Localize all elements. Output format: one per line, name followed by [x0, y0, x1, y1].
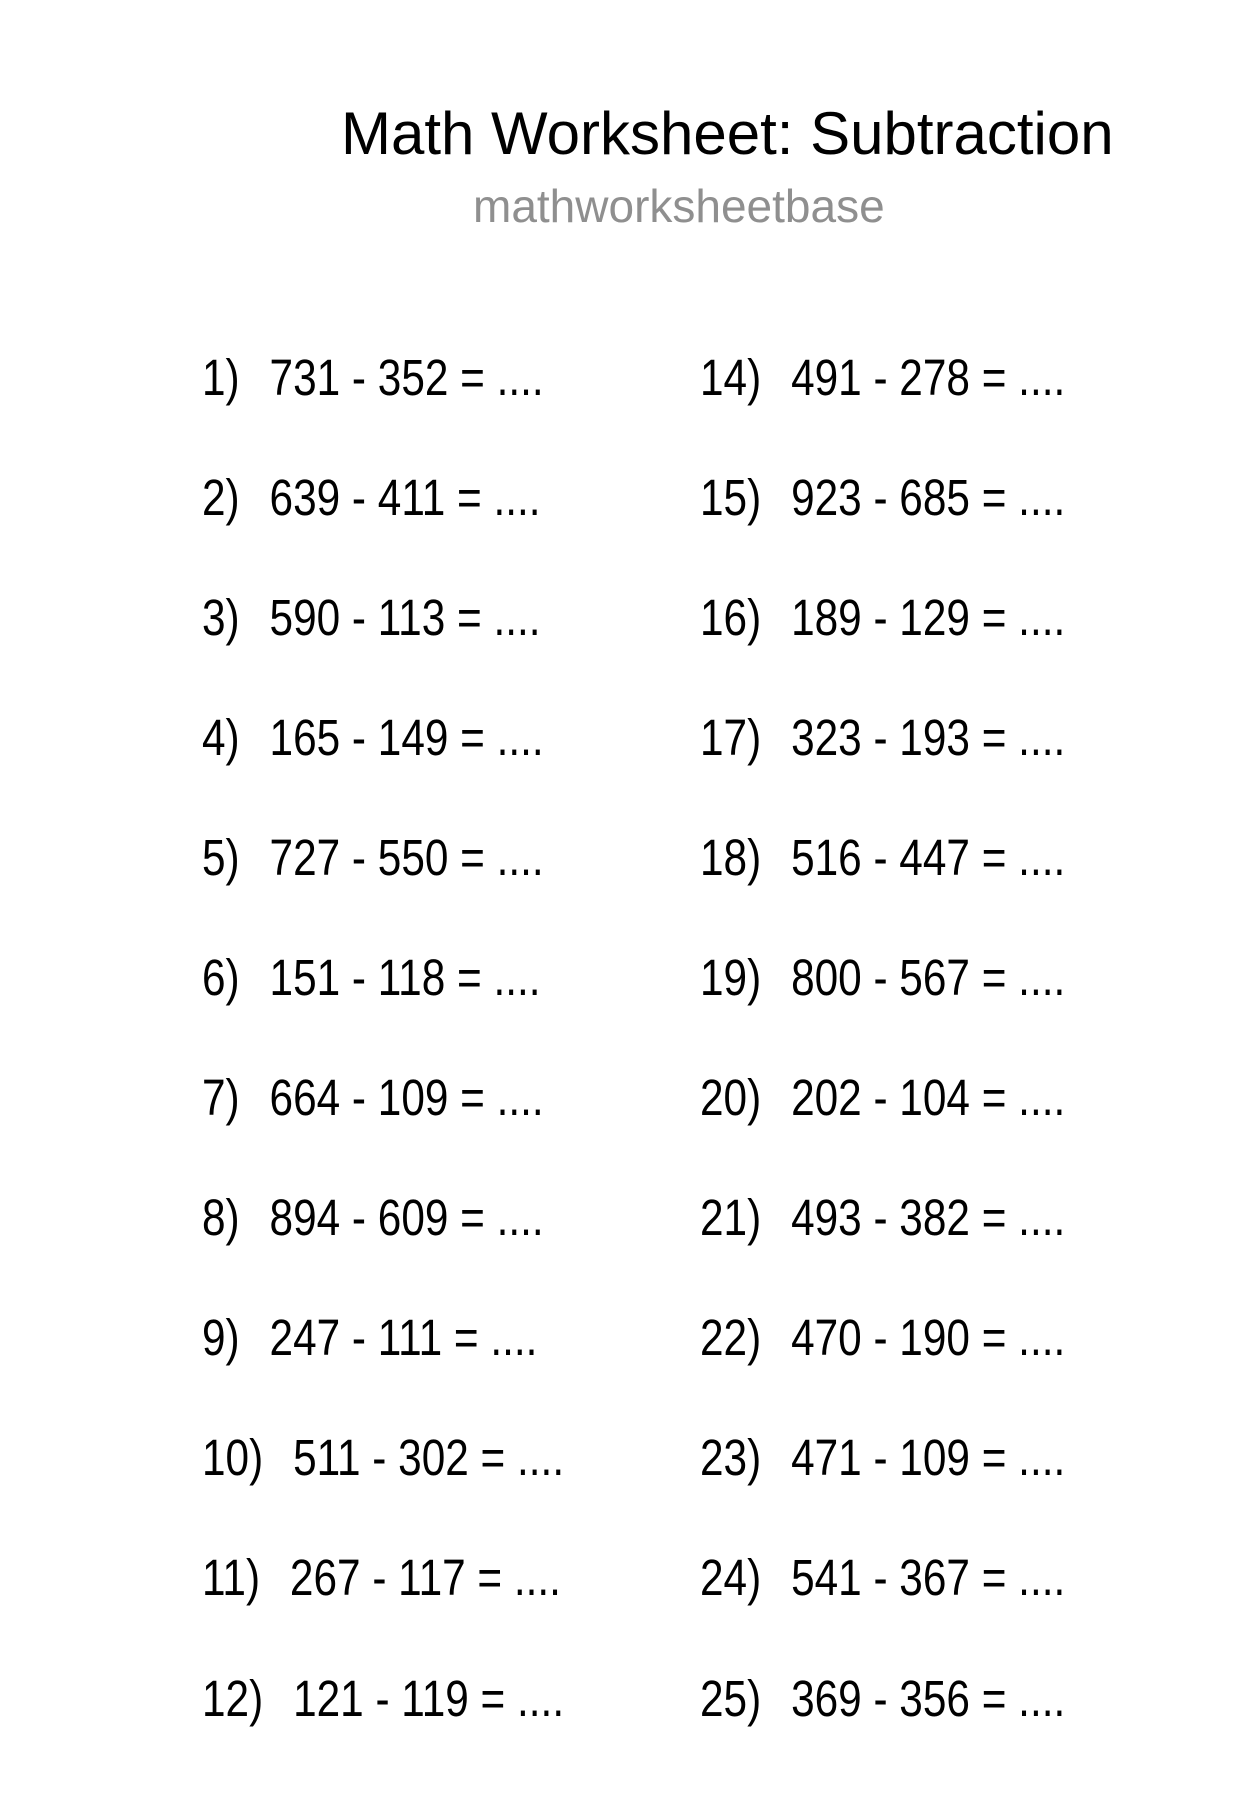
problem-number: 22): [700, 1309, 762, 1367]
problem-expression: 894 - 609 = ....: [269, 1189, 544, 1247]
problem-number: 2): [202, 469, 240, 527]
problem-expression: 541 - 367 = ....: [791, 1549, 1066, 1607]
problem-row: [202, 709, 615, 832]
problem-number: 7): [202, 1069, 240, 1127]
problem-expression: 202 - 104 = ....: [791, 1069, 1066, 1127]
problem-number: 23): [700, 1429, 762, 1487]
problem-expression: 511 - 302 = ....: [293, 1429, 565, 1487]
problem-row: [700, 349, 1147, 472]
problem-row: [202, 1549, 615, 1672]
problem-row: [202, 1189, 615, 1312]
problem-expression: 923 - 685 = ....: [791, 469, 1066, 527]
problem-number: 24): [700, 1549, 762, 1607]
problem-row: [700, 1069, 1147, 1192]
problem-row: [202, 1069, 615, 1192]
page-subtitle: mathworksheetbase: [473, 180, 885, 232]
problem-row: [700, 1429, 1147, 1552]
problem-row: [202, 469, 615, 592]
problem-expression: 470 - 190 = ....: [791, 1309, 1066, 1367]
problem-expression: 369 - 356 = ....: [791, 1669, 1066, 1727]
problem-row: [700, 709, 1147, 832]
problem-number: 4): [202, 709, 240, 767]
problem-row: [700, 589, 1147, 712]
problem-row: [202, 1309, 615, 1432]
problem-row: [700, 1189, 1147, 1312]
problem-row: [700, 1669, 1147, 1793]
problem-number: 20): [700, 1069, 762, 1127]
problem-row: [700, 829, 1147, 952]
problem-expression: 516 - 447 = ....: [791, 829, 1066, 887]
problem-expression: 323 - 193 = ....: [791, 709, 1066, 767]
problem-number: 14): [700, 349, 762, 406]
problem-number: 1): [202, 349, 240, 406]
problems-column-left: [202, 349, 700, 1793]
problem-number: 19): [700, 949, 762, 1007]
problem-row: [202, 1669, 615, 1793]
problem-row: [202, 1429, 615, 1552]
problem-number: 17): [700, 709, 762, 767]
problem-row: [700, 1549, 1147, 1672]
problem-expression: 639 - 411 = ....: [269, 469, 541, 527]
problem-expression: 664 - 109 = ....: [269, 1069, 544, 1127]
problem-row: [700, 469, 1147, 592]
page-title: Math Worksheet: Subtraction: [341, 100, 1114, 167]
problem-number: 6): [202, 949, 240, 1007]
problems-column-right: [700, 349, 1238, 1793]
problem-number: 12): [202, 1669, 264, 1727]
problems-grid: [202, 349, 1238, 1793]
problem-number: 11): [202, 1549, 261, 1607]
problem-expression: 471 - 109 = ....: [791, 1429, 1066, 1487]
problem-expression: 247 - 111 = ....: [269, 1309, 538, 1367]
problem-expression: 491 - 278 = ....: [791, 349, 1066, 406]
problem-row: [202, 589, 615, 712]
problem-number: 15): [700, 469, 762, 527]
problem-number: 3): [202, 589, 240, 647]
problem-expression: 800 - 567 = ....: [791, 949, 1066, 1007]
problem-expression: 165 - 149 = ....: [269, 709, 544, 767]
problem-number: 16): [700, 589, 762, 647]
problem-number: 10): [202, 1429, 264, 1487]
problem-number: 8): [202, 1189, 240, 1247]
problem-expression: 731 - 352 = ....: [269, 349, 544, 406]
problem-expression: 493 - 382 = ....: [791, 1189, 1066, 1247]
problem-expression: 727 - 550 = ....: [269, 829, 544, 887]
problem-row: [202, 829, 615, 952]
problem-number: 18): [700, 829, 762, 887]
problem-row: [700, 949, 1147, 1072]
problem-number: 21): [700, 1189, 762, 1247]
problem-expression: 151 - 118 = ....: [269, 949, 541, 1007]
problem-expression: 121 - 119 = ....: [293, 1669, 565, 1727]
problem-row: [202, 349, 615, 472]
problem-row: [202, 949, 615, 1072]
problem-number: 9): [202, 1309, 240, 1367]
problem-row: [700, 1309, 1147, 1432]
problem-expression: 189 - 129 = ....: [791, 589, 1066, 647]
problem-expression: 590 - 113 = ....: [269, 589, 541, 647]
problem-number: 5): [202, 829, 240, 887]
problem-number: 25): [700, 1669, 762, 1727]
problem-expression: 267 - 117 = ....: [289, 1549, 561, 1607]
